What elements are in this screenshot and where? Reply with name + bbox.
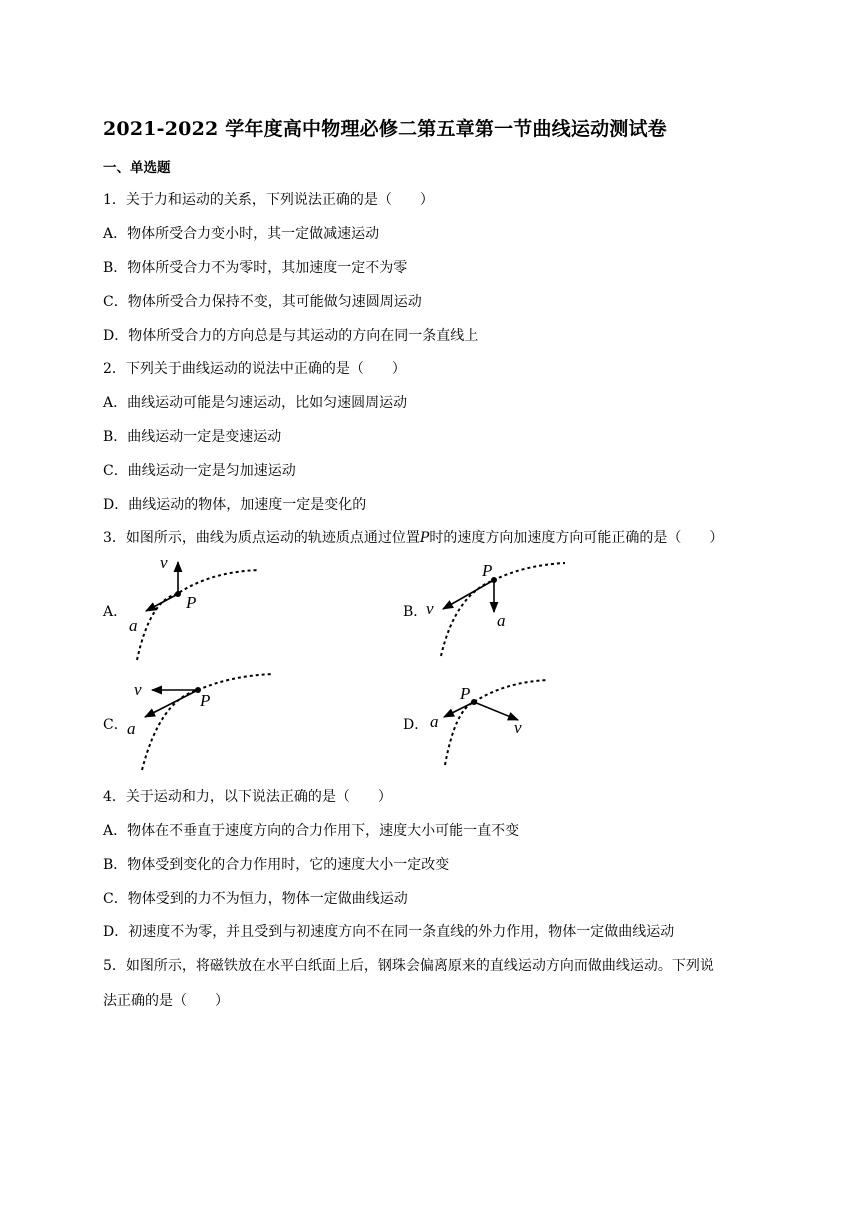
acceleration-arrow [145, 690, 198, 717]
trajectory-curve [441, 563, 565, 656]
trajectory-curve [142, 674, 272, 770]
velocity-arrow [443, 580, 494, 609]
q1-option-b: B．物体所受合力不为零时，其加速度一定不为零 [103, 260, 408, 276]
q1-stem: 1．关于力和运动的关系，下列说法正确的是（ ） [103, 192, 434, 208]
page-title: 2021-2022 学年度高中物理必修二第五章第一节曲线运动测试卷 [103, 118, 667, 140]
q4-option-c: C．物体受到的力不为恒力，物体一定做曲线运动 [103, 891, 408, 907]
q3-figure-c [127, 674, 272, 770]
acceleration-label: a [430, 712, 439, 731]
q4-option-d: D．初速度不为零，并且受到与初速度方向不在同一条直线的外力作用，物体一定做曲线运动 [103, 924, 675, 940]
point-p-label: P [186, 593, 197, 612]
q3-figure-d [430, 680, 548, 765]
q5-stem-line2: 法正确的是（ ） [103, 993, 229, 1009]
acceleration-label: a [127, 719, 136, 738]
q4-option-a: A．物体在不垂直于速度方向的合力作用下，速度大小可能一直不变 [103, 823, 520, 839]
q3-stem-post: 时的速度方向加速度方向可能正确的是（ ） [429, 530, 724, 546]
q3-stem-var: P [419, 530, 430, 546]
q3-option-b-label: B． [403, 604, 428, 620]
q4-stem: 4．关于运动和力，以下说法正确的是（ ） [103, 789, 392, 805]
q2-option-a: A．曲线运动可能是匀速运动，比如匀速圆周运动 [103, 395, 408, 411]
trajectory-curve [137, 570, 258, 660]
q3-stem-pre: 3．如图所示，曲线为质点运动的轨迹质点通过位置 [103, 530, 420, 546]
q5-stem-line1: 5．如图所示，将磁铁放在水平白纸面上后，钢珠会偏离原来的直线运动方向而做曲线运动。下列说 [103, 958, 714, 974]
acceleration-label: a [129, 616, 138, 635]
q3-figure-a [129, 553, 258, 660]
q2-option-c: C．曲线运动一定是匀加速运动 [103, 463, 296, 479]
velocity-label: v [426, 599, 434, 618]
q1-option-c: C．物体所受合力保持不变，其可能做匀速圆周运动 [103, 294, 422, 310]
q3-option-d-label: D． [403, 717, 429, 733]
velocity-arrow [474, 702, 518, 720]
q2-option-d: D．曲线运动的物体，加速度一定是变化的 [103, 497, 367, 513]
point-p-label: P [482, 561, 493, 580]
q3-option-c-label: C． [103, 717, 128, 733]
velocity-label: v [160, 553, 168, 572]
q1-option-d: D．物体所受合力的方向总是与其运动的方向在同一条直线上 [103, 328, 479, 344]
section-heading: 一、单选题 [103, 160, 171, 176]
acceleration-arrow [146, 594, 178, 611]
q3-option-a-label: A． [103, 604, 128, 620]
q1-option-a: A．物体所受合力变小时，其一定做减速运动 [103, 226, 380, 242]
velocity-label: v [134, 680, 142, 699]
velocity-label: v [514, 718, 522, 737]
q3-figure-b [426, 561, 565, 656]
point-p-label: P [460, 684, 471, 703]
acceleration-label: a [497, 611, 506, 630]
acceleration-arrow [444, 702, 474, 717]
q2-stem: 2．下列关于曲线运动的说法中正确的是（ ） [103, 361, 406, 377]
point-p-label: P [200, 691, 211, 710]
q2-option-b: B．曲线运动一定是变速运动 [103, 429, 282, 445]
q4-option-b: B．物体受到变化的合力作用时，它的速度大小一定改变 [103, 857, 450, 873]
